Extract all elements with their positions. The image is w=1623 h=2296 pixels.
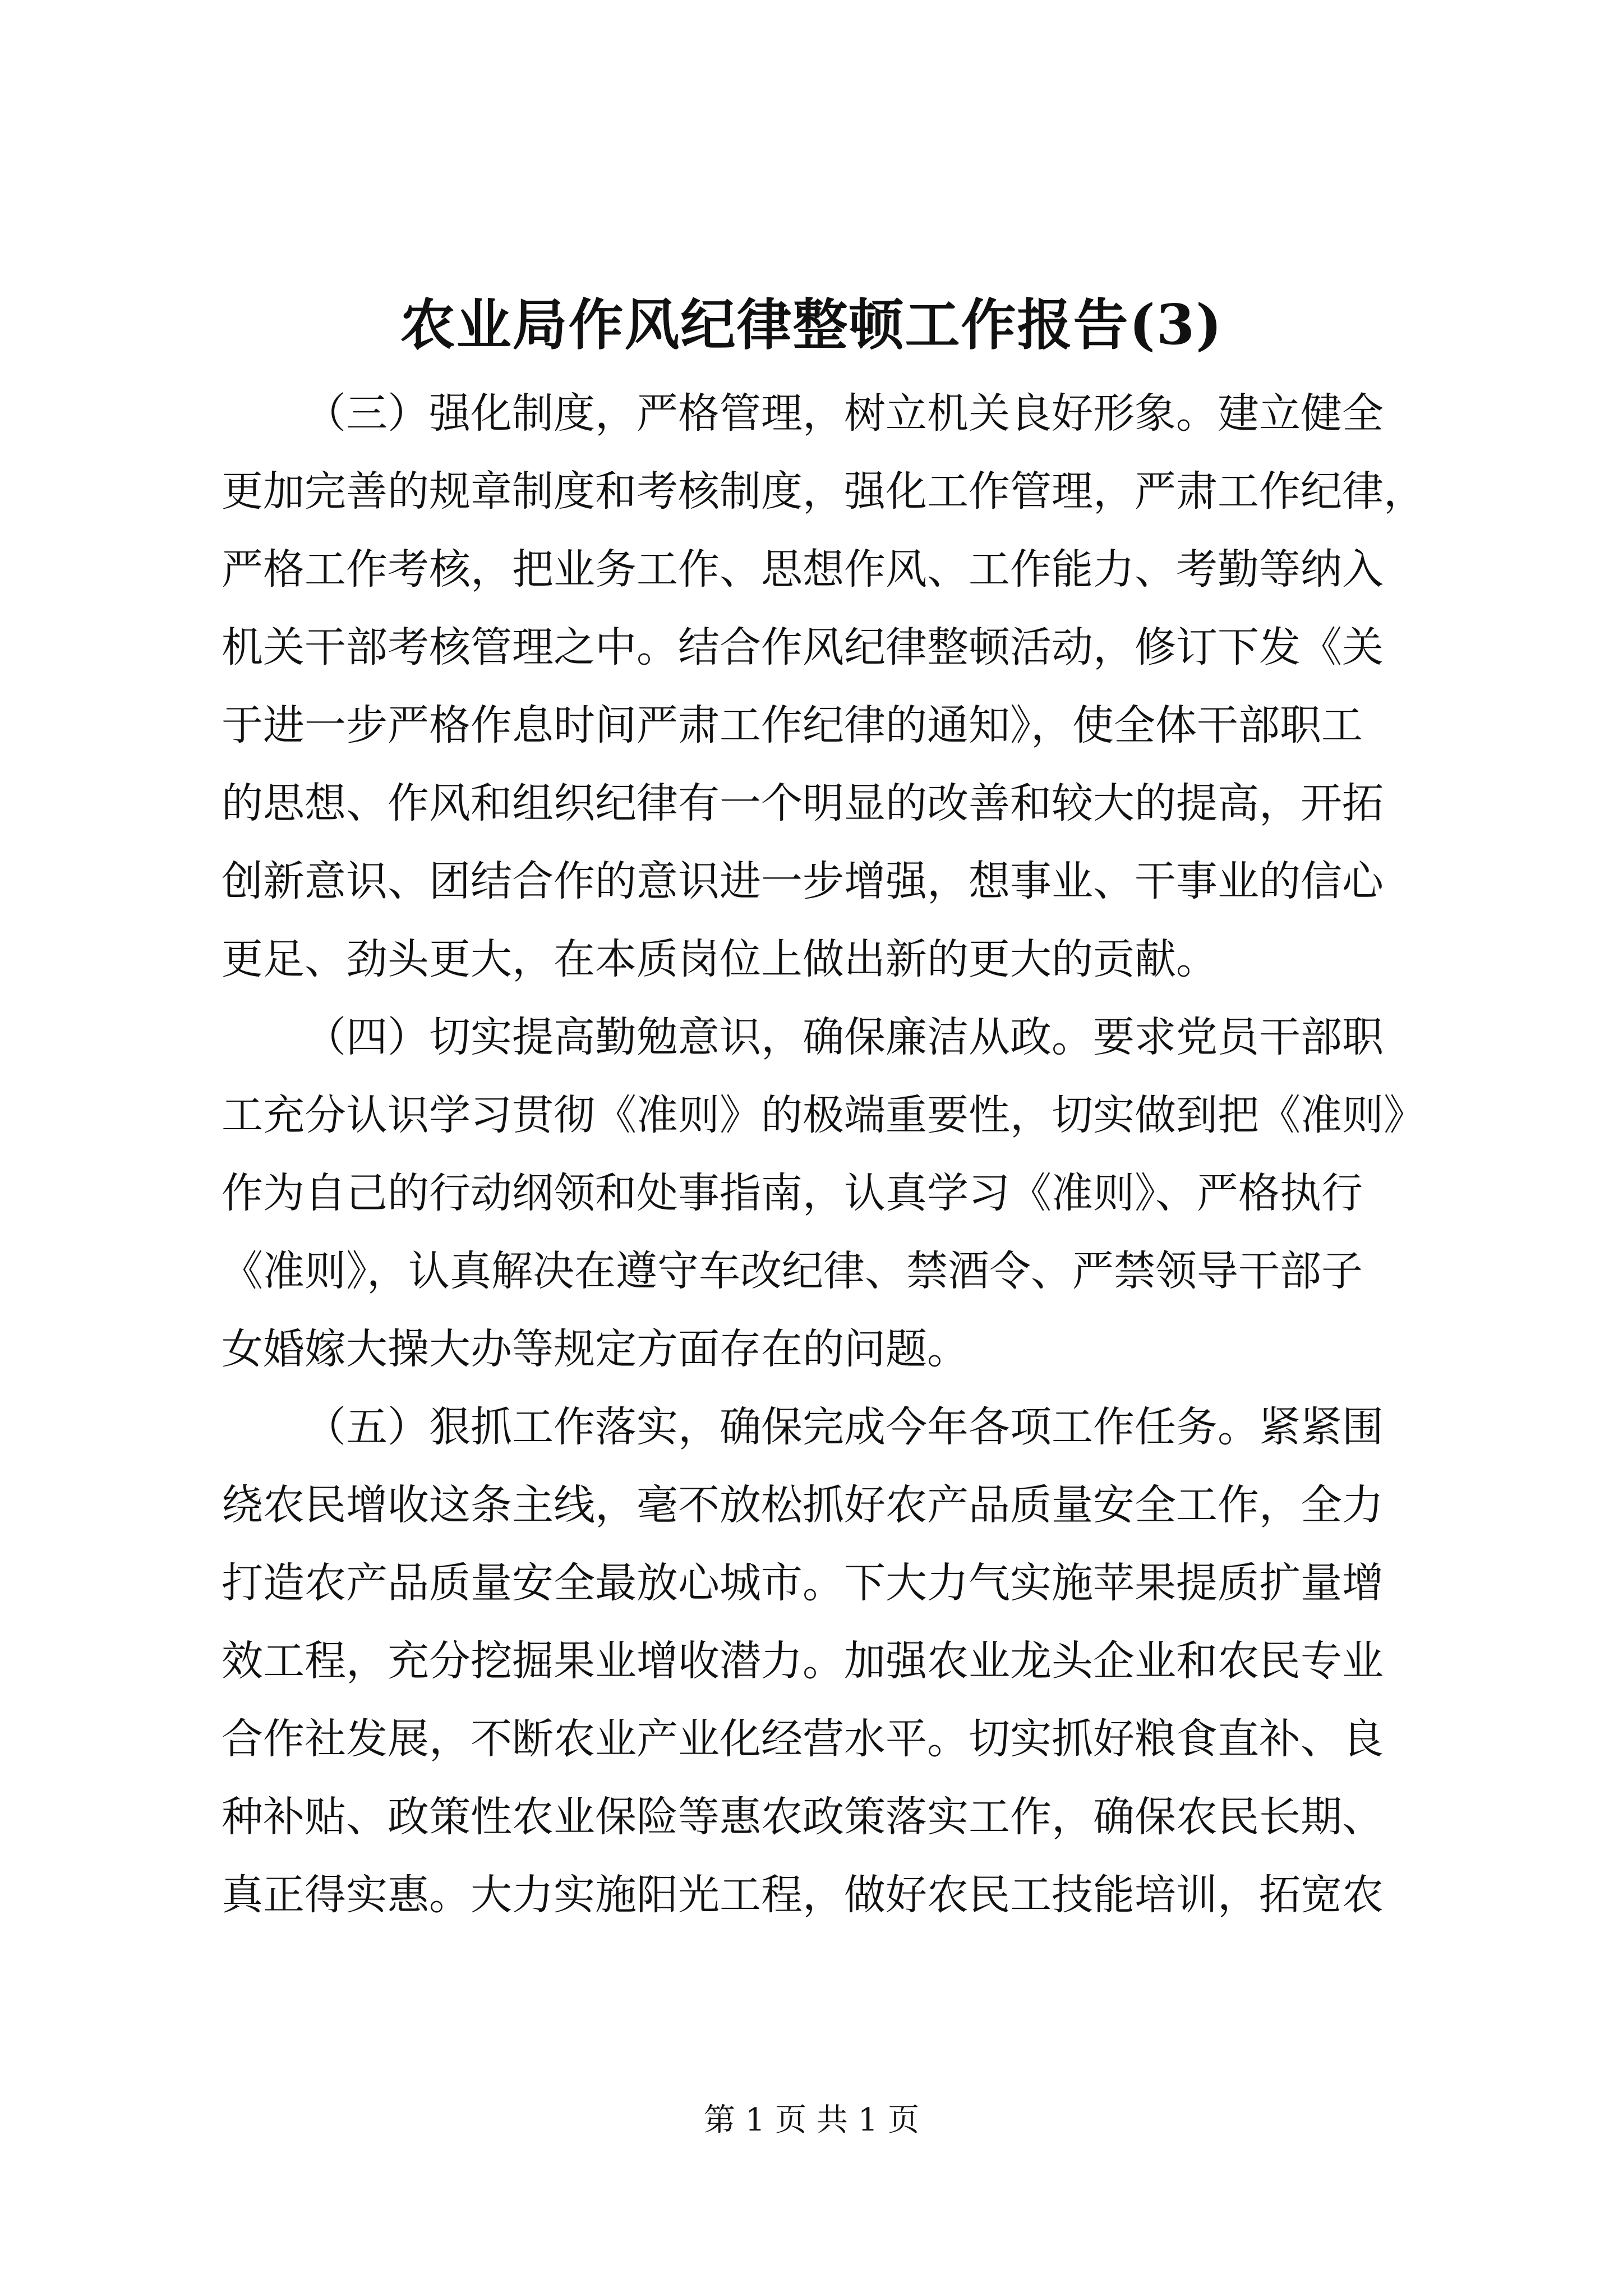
text-line: （五）狠抓工作落实，确保完成今年各项工作任务。紧紧围 [305, 1403, 1384, 1451]
text-line: 创新意识、团结合作的意识进一步增强，想事业、干事业的信心 [222, 857, 1384, 905]
paragraph-3 [222, 375, 1425, 999]
text-line: 严格工作考核，把业务工作、思想作风、工作能力、考勤等纳入 [222, 545, 1384, 593]
text-line: 更加完善的规章制度和考核制度，强化工作管理，严肃工作纪律， [222, 467, 1425, 516]
page-footer: 第 1 页 共 1 页 [703, 2102, 920, 2138]
text-line: 真正得实惠。大力实施阳光工程，做好农民工技能培训，拓宽农 [222, 1871, 1384, 1919]
text-line: 女婚嫁大操大办等规定方面存在的问题。 [222, 1325, 969, 1373]
text-line: （四）切实提高勤勉意识，确保廉洁从政。要求党员干部职 [305, 1013, 1384, 1061]
text-line: 合作社发展，不断农业产业化经营水平。切实抓好粮食直补、良 [222, 1715, 1384, 1763]
text-line: 种补贴、政策性农业保险等惠农政策落实工作，确保农民长期、 [222, 1793, 1384, 1841]
document-body [222, 375, 1425, 1934]
text-line: 作为自己的行动纲领和处事指南，认真学习《准则》、严格执行 [222, 1169, 1363, 1217]
text-line: 绕农民增收这条主线，毫不放松抓好农产品质量安全工作，全力 [222, 1481, 1384, 1529]
text-line: 打造农产品质量安全最放心城市。下大力气实施苹果提质扩量增 [222, 1559, 1384, 1607]
text-line: 机关干部考核管理之中。结合作风纪律整顿活动，修订下发《关 [222, 623, 1384, 671]
text-line: 的思想、作风和组织纪律有一个明显的改善和较大的提高，开拓 [222, 779, 1384, 827]
document-title: 农业局作风纪律整顿工作报告(3) [400, 293, 1223, 357]
text-line: 工充分认识学习贯彻《准则》的极端重要性，切实做到把《准则》 [222, 1091, 1425, 1139]
paragraph-5 [222, 1388, 1416, 1934]
paragraph-4 [222, 999, 1425, 1388]
text-line: 于进一步严格作息时间严肃工作纪律的通知》，使全体干部职工 [222, 701, 1363, 749]
text-line: （三）强化制度，严格管理，树立机关良好形象。建立健全 [305, 389, 1384, 438]
text-line: 效工程，充分挖掘果业增收潜力。加强农业龙头企业和农民专业 [222, 1637, 1384, 1685]
text-line: 更足、劲头更大，在本质岗位上做出新的更大的贡献。 [222, 935, 1218, 983]
text-line: 《准则》，认真解决在遵守车改纪律、禁酒令、严禁领导干部子 [222, 1247, 1363, 1295]
